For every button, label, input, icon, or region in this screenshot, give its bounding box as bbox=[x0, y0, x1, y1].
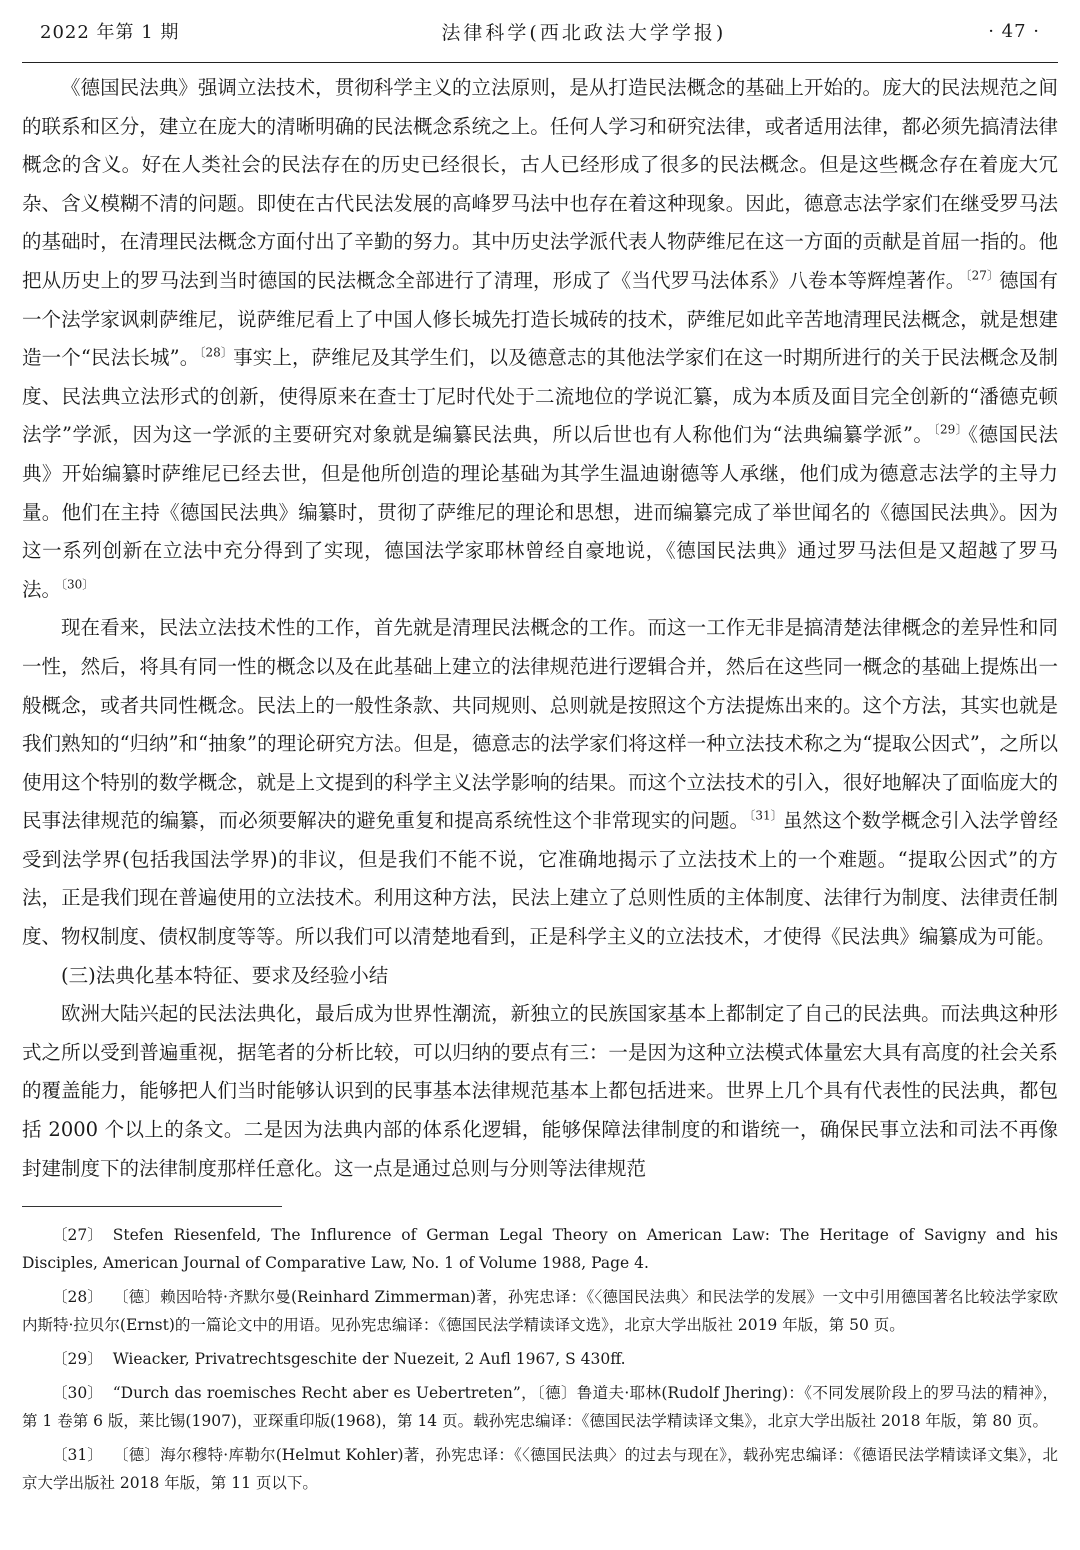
footnotes bbox=[22, 1221, 1058, 1497]
footnote-text: 〔德〕赖因哈特·齐默尔曼(Reinhard Zimmerman)著，孙宪忠译：《〈德国民法典〉和民法学的发展》一文中引用德国著名比较法学家欧内斯特·拉贝尔(Ernst)的一篇论文中的用语。见孙宪忠编译：《德国民法学精读译文选》，北京大学出版社 2019 年版，第 50 页。 bbox=[22, 1288, 1058, 1335]
section-subheading: (三)法典化基本特征、要求及经验小结 bbox=[61, 963, 389, 987]
footnote-ref[interactable]: 〔27〕 bbox=[965, 268, 1000, 283]
footnote-number: 〔28〕 bbox=[52, 1288, 103, 1307]
issue-label: 2022 年第 1 期 bbox=[40, 22, 180, 43]
footnote-number: 〔31〕 bbox=[52, 1446, 103, 1465]
paragraph-2: 现在看来，民法立法技术性的工作，首先就是清理民法概念的工作。而这一工作无非是搞清楚法律概念的差异性和同一性，然后，将具有同一性的概念以及在此基础上建立的法律规范进行逻辑合并，然后在这些同一概念的基础上提炼出一般概念，或者共同性概念。民法上的一般性条款、共同规则、总则就是按照这个方法提炼出来的。这个方法，其实也就是我们熟知的“归纳”和“抽象”的理论研究方法。但是，德意志的法学家们将这样一种立法技术称之为“提取公因式”，之所以使用这个特别的数学概念，就是上文提到的科学主义法学影响的结果。而这个立法技术的引入，很好地解决了面临庞大的民事法律规范的编纂，而必须要解决的避免重复和提高系统性这个非常现实的问题。$^{〔31〕}$虽然这个数学概念引入法学曾经受到法学界(包括我国法学界)的非议，但是我们不能不说，它准确地揭示了立法技术上的一个难题。“提取公因式”的方法，正是我们现在普遍使用的立法技术。利用这种方法，民法上建立了总则性质的主体制度、法律行为制度、法律责任制度、物权制度、债权制度等等。所以我们可以清楚地看到，正是科学主义的立法技术，才使得《民法典》编纂成为可能。 bbox=[22, 616, 1058, 949]
footnote-text: “Durch das roemisches Recht aber es Uebertreten”，〔德〕鲁道夫·耶林(Rudolf Jhering)：《不同发展阶段上的罗马法的精神》，第 1 卷第 6 版，莱比锡(1907)，亚琛重印版(1968)，第 14 页。载孙宪忠编译：《德国民法学精读译文集》，北京大学出版社 2018 年版，第 80 页。 bbox=[22, 1384, 1058, 1431]
footnote-text: Wieacker, Privatrechtsgeschite der Nuezeit, 2 Aufl 1967, S 430ff. bbox=[112, 1350, 626, 1369]
footnote-item bbox=[22, 1221, 1058, 1277]
footnote-text: Stefen Riesenfeld, The Influrence of German Legal Theory on American Law: The Heritage of Savigny and his Disciples, American Journal of Comparative Law, No. 1 of Volume 1988, Page 4. bbox=[22, 1226, 1058, 1273]
footnote-number: 〔27〕 bbox=[52, 1226, 103, 1245]
page-header bbox=[22, 0, 1058, 63]
paragraph-3: 欧洲大陆兴起的民法法典化，最后成为世界性潮流，新独立的民族国家基本上都制定了自己的民法典。而法典这种形式之所以受到普遍重视，据笔者的分析比较，可以归纳的要点有三：一是因为这种立法模式体量宏大具有高度的社会关系的覆盖能力，能够把人们当时能够认识到的民事基本法律规范基本上都包括进来。世界上几个具有代表性的民法典，都包括 2000 个以上的条文。二是因为法典内部的体系化逻辑，能够保障法律制度的和谐统一，确保民事立法和司法不再像封建制度下的法律制度那样任意化。这一点是通过总则与分则等法律规范 bbox=[22, 1002, 1058, 1180]
footnote-text: 〔德〕海尔穆特·库勒尔(Helmut Kohler)著，孙宪忠译：《〈德国民法典〉的过去与现在》，载孙宪忠编译：《德语民法学精读译文集》，北京大学出版社 2018 年版，第 11 页以下。 bbox=[22, 1446, 1058, 1493]
footnote-item bbox=[22, 1379, 1058, 1435]
footnote-number: 〔30〕 bbox=[52, 1384, 103, 1403]
footnote-item bbox=[22, 1283, 1058, 1339]
article-body bbox=[22, 63, 1058, 1188]
footnote-item bbox=[22, 1441, 1058, 1497]
footnote-ref[interactable]: 〔28〕 bbox=[199, 345, 234, 360]
footnote-ref[interactable]: 〔30〕 bbox=[61, 577, 95, 592]
journal-title: 法律科学(西北政法大学学报) bbox=[441, 21, 727, 44]
paragraph-1: 《德国民法典》强调立法技术，贯彻科学主义的立法原则，是从打造民法概念的基础上开始的。庞大的民法规范之间的联系和区分，建立在庞大的清晰明确的民法概念系统之上。任何人学习和研究法律，或者适用法律，都必须先搞清法律概念的含义。好在人类社会的民法存在的历史已经很长，古人已经形成了很多的民法概念。但是这些概念存在着庞大冗杂、含义模糊不清的问题。即使在古代民法发展的高峰罗马法中也存在着这种现象。因此，德意志法学家们在继受罗马法的基础时，在清理民法概念方面付出了辛勤的努力。其中历史法学派代表人物萨维尼在这一方面的贡献是首屈一指的。他把从历史上的罗马法到当时德国的民法概念全部进行了清理，形成了《当代罗马法体系》八卷本等辉煌著作。$^{〔27〕}$德国有一个法学家讽刺萨维尼，说萨维尼看上了中国人修长城先打造长城砖的技术，萨维尼如此辛苦地清理民法概念，就是想建造一个“民法长城”。$^{〔28〕}$事实上，萨维尼及其学生们，以及德意志的其他法学家们在这一时期所进行的关于民法概念及制度、民法典立法形式的创新，使得原来在查士丁尼时代处于二流地位的学说汇纂，成为本质及面目完全创新的“潘德克顿法学”学派，因为这一学派的主要研究对象就是编纂民法典，所以后世也有人称他们为“法典编纂学派”。$^{〔29〕}$《德国民法典》开始编纂时萨维尼已经去世，但是他所创造的理论基础为其学生温迪谢德等人承继，他们成为德意志法学的主导力量。他们在主持《德国民法典》编纂时，贯彻了萨维尼的理论和思想，进而编纂完成了举世闻名的《德国民法典》。因为这一系列创新在立法中充分得到了实现，德国法学家耶林曾经自豪地说，《德国民法典》通过罗马法但是又超越了罗马法。$^{〔30〕}$ bbox=[22, 76, 1058, 601]
footnote-number: 〔29〕 bbox=[52, 1350, 103, 1369]
footnote-ref[interactable]: 〔31〕 bbox=[749, 808, 783, 823]
footnote-item bbox=[22, 1345, 1058, 1373]
footnote-ref[interactable]: 〔29〕 bbox=[933, 422, 969, 437]
footnote-divider bbox=[22, 1206, 282, 1207]
page-number: · 47 · bbox=[988, 20, 1040, 42]
